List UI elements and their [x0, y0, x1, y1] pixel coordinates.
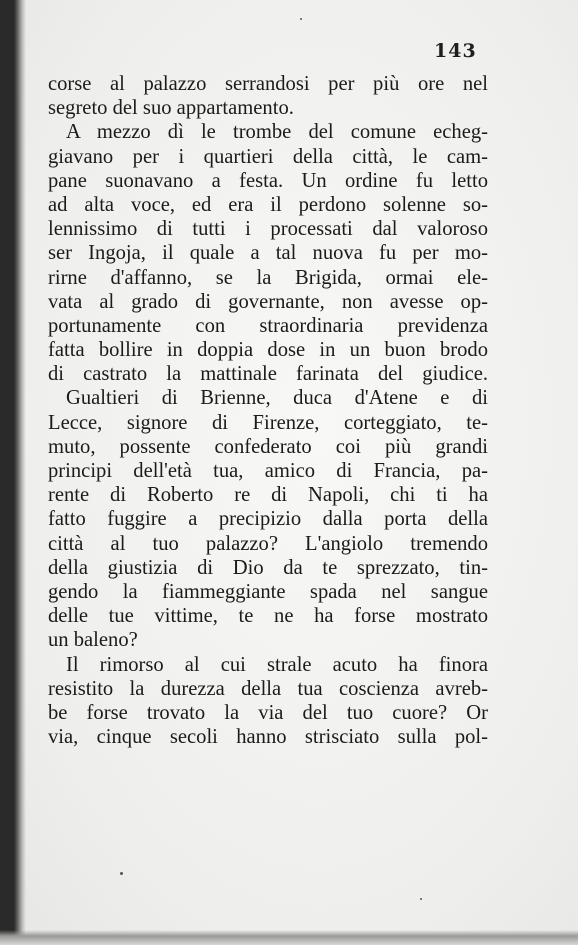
text-line: corse al palazzo serrandosi per più ore nel	[48, 73, 488, 95]
body-text	[48, 72, 488, 749]
text-line: fatta bollire in doppia dose in un buon brodo	[48, 339, 488, 362]
paper-speck	[300, 18, 302, 20]
text-line: rirne d'affanno, se la Brigida, ormai ele-	[48, 266, 488, 289]
text-line: giavano per i quartieri della città, le cam-	[48, 145, 488, 168]
text-line: Gualtieri di Brienne, duca d'Atene e di	[66, 387, 488, 410]
text-line: pane suonavano a festa. Un ordine fu letto	[48, 169, 488, 192]
text-line: principi dell'età tua, amico di Francia, pa-	[48, 460, 488, 482]
text-line: gendo la fiammeggiante spada nel sangue	[48, 580, 488, 603]
text-line: un baleno?	[48, 629, 138, 652]
text-line: segreto del suo appartamento.	[48, 97, 294, 120]
text-line: rente di Roberto re di Napoli, chi ti ha	[48, 484, 488, 507]
text-line: delle tue vittime, te ne ha forse mostrato	[48, 605, 488, 628]
text-line: Il rimorso al cui strale acuto ha finora	[66, 653, 488, 676]
text-line: lennissimo di tutti i processati dal valoroso	[48, 218, 488, 241]
text-line: A mezzo dì le trombe del comune echeg-	[66, 121, 488, 144]
text-line: ser Ingoja, il quale a tal nuova fu per mo-	[48, 242, 488, 265]
page-bottom-edge	[0, 930, 578, 945]
book-spine-shadow	[0, 0, 26, 945]
paper-speck	[420, 898, 422, 900]
text-line: vata al grado di governante, non avesse op-	[48, 290, 488, 313]
text-line: be forse trovato la via del tuo cuore? Or	[48, 701, 488, 724]
text-line: resistito la durezza della tua coscienza avreb-	[48, 677, 488, 700]
text-line: ad alta voce, ed era il perdono solenne so-	[48, 193, 488, 216]
text-line: via, cinque secoli hanno strisciato sulla pol-	[48, 726, 488, 749]
text-line: città al tuo palazzo? L'angiolo tremendo	[48, 532, 488, 555]
text-line: fatto fuggire a precipizio dalla porta della	[48, 508, 488, 531]
paper-speck	[120, 872, 123, 875]
text-line: di castrato la mattinale farinata del giudice.	[48, 363, 488, 386]
text-line: portunamente con straordinaria previdenza	[48, 314, 488, 337]
text-line: muto, possente confederato coi più grandi	[48, 435, 488, 458]
page-number: 143	[434, 40, 477, 62]
text-line: Lecce, signore di Firenze, corteggiato, te-	[48, 411, 488, 434]
text-line: della giustizia di Dio da te sprezzato, tin-	[48, 556, 488, 579]
